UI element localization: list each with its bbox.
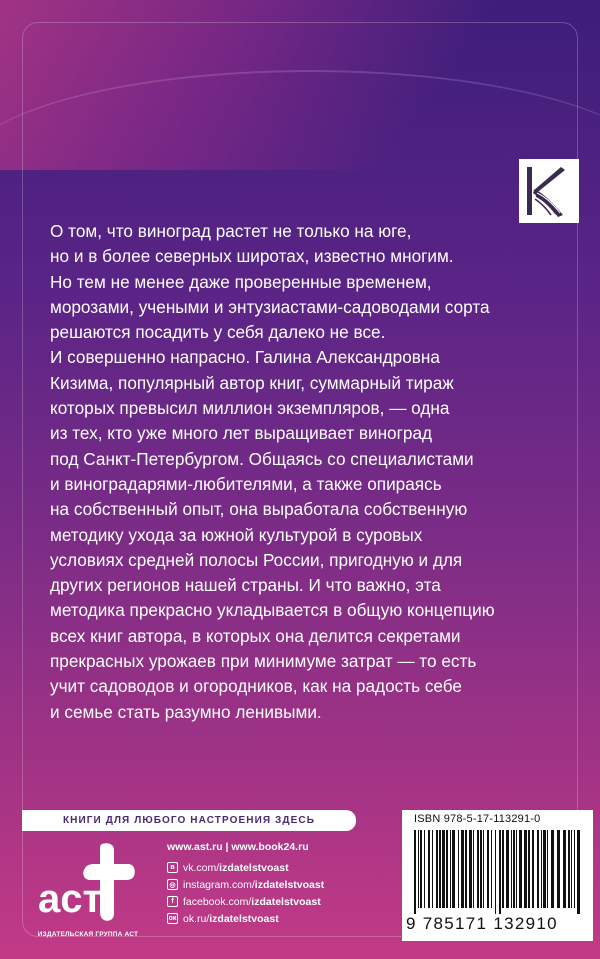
barcode-bar <box>487 830 489 908</box>
barcode-bar <box>502 830 504 908</box>
social-link-domain: ok.ru/ <box>183 912 210 925</box>
barcode-bar <box>442 830 445 908</box>
barcode-bar <box>436 830 438 908</box>
social-link-handle: izdatelstvoast <box>251 895 321 908</box>
annotation-line: учит садоводов и огородников, как на радость себе <box>50 676 462 697</box>
barcode-bar <box>547 830 548 908</box>
barcode-bar <box>537 830 539 908</box>
barcode-bar <box>420 830 422 908</box>
social-link-domain: instagram.com/ <box>183 878 255 891</box>
vk-icon: в <box>167 862 178 873</box>
barcode-bar <box>439 830 441 908</box>
social-link[interactable] <box>167 910 387 927</box>
social-link-handle: izdatelstvoast <box>254 878 325 891</box>
facebook-icon: f <box>167 896 178 907</box>
barcode-bar <box>461 830 464 908</box>
barcode-bar <box>495 830 496 914</box>
barcode-bar <box>577 830 580 914</box>
barcode-bar <box>516 830 517 908</box>
barcode-bar <box>519 830 522 908</box>
social-links <box>167 859 387 927</box>
barcode-bar <box>450 830 451 908</box>
annotation-line: из тех, кто уже много лет выращивает виноград <box>50 423 433 444</box>
annotation-line: Но тем не менее даже проверенные временем, <box>50 271 432 292</box>
barcode-bar <box>491 830 492 908</box>
ast-publisher-logo <box>30 838 145 934</box>
barcode-bar <box>446 830 448 908</box>
social-link-handle: izdatelstvoast <box>209 912 279 925</box>
social-link[interactable] <box>167 876 387 893</box>
barcode-bar <box>557 830 560 908</box>
barcode-bar <box>452 830 455 908</box>
tagline-banner: КНИГИ ДЛЯ ЛЮБОГО НАСТРОЕНИЯ ЗДЕСЬ <box>22 810 356 831</box>
annotation-line: О том, что виноград растет не только на юге, <box>50 221 412 241</box>
barcode-bar <box>563 830 566 908</box>
annotation-line: на собственный опыт, она выработала собственную <box>50 499 468 520</box>
annotation-line: которых превысил миллион экземпляров, — одна <box>50 398 450 419</box>
barcode-bar <box>574 830 575 908</box>
barcode-bar <box>473 830 474 908</box>
barcode-bar <box>532 830 534 908</box>
isbn-barcode-block <box>402 810 593 941</box>
ast-logo-text: аст <box>38 877 103 921</box>
barcode-bar <box>414 830 416 914</box>
social-link-domain: vk.com/ <box>183 861 220 874</box>
annotation-line: других регионов нашей страны. И что важно, эта <box>50 575 441 596</box>
barcode-bar <box>432 830 433 908</box>
barcode-bar <box>428 830 430 908</box>
annotation-line: под Санкт-Петербургом. Общаясь со специалистами <box>50 448 474 469</box>
social-link-handle: izdatelstvoast <box>219 861 289 874</box>
barcode <box>414 830 582 914</box>
barcode-bar <box>469 830 472 908</box>
annotation-line: всех книг автора, в которых она делится секретами <box>50 625 461 646</box>
social-link[interactable] <box>167 859 387 876</box>
barcode-bar <box>541 830 542 908</box>
annotation-line: методика прекрасно укладывается в общую концепцию <box>50 600 495 621</box>
barcode-bar <box>506 830 509 908</box>
annotation-line: и семье стать разумно ленивыми. <box>50 701 322 722</box>
annotation-line: И совершенно напрасно. Галина Александровна <box>50 347 440 368</box>
annotation-line: Кизима, популярный автор книг, суммарный тираж <box>50 372 454 393</box>
barcode-bar <box>424 830 425 908</box>
publisher-caption: ИЗДАТЕЛЬСКАЯ ГРУППА АСТ <box>37 931 139 938</box>
instagram-icon: ◎ <box>167 879 178 890</box>
barcode-bar <box>571 830 572 908</box>
social-link-domain: facebook.com/ <box>183 895 252 908</box>
barcode-bar <box>480 830 482 908</box>
barcode-bar <box>483 830 484 908</box>
annotation-line: условиях средней полосы России, пригодную и для <box>50 549 463 570</box>
annotation-line: решаются посадить у себя далеко не все. <box>50 322 386 343</box>
annotation-line: методику ухода за южной культурой в суровых <box>50 524 423 545</box>
barcode-bar <box>458 830 459 908</box>
barcode-bar <box>568 830 570 908</box>
barcode-bar <box>551 830 554 908</box>
barcode-bar <box>499 830 501 914</box>
barcode-digits: 9 785171 132910 <box>406 914 558 933</box>
annotation-line: и виноградарями-любителями, а также опираясь <box>50 473 442 494</box>
barcode-bar <box>528 830 530 908</box>
barcode-bar <box>513 830 515 908</box>
book-annotation <box>50 219 550 725</box>
social-link[interactable] <box>167 893 387 910</box>
book-k-logo-icon <box>519 159 579 223</box>
isbn-label: ISBN 978-5-17-113291-0 <box>414 813 541 825</box>
publisher-websites[interactable]: www.ast.ru | www.book24.ru <box>167 841 309 853</box>
annotation-line: прекрасных урожаев при минимуме затрат — то есть <box>50 651 477 672</box>
barcode-bar <box>524 830 527 908</box>
barcode-bar <box>465 830 467 908</box>
barcode-bar <box>511 830 512 908</box>
odnoklassniki-icon: ок <box>168 915 177 922</box>
barcode-bar <box>477 830 479 908</box>
barcode-bar <box>543 830 546 908</box>
barcode-bar <box>418 830 419 908</box>
annotation-line: морозами, учеными и энтузиастами-садоводами сорта <box>50 296 490 317</box>
annotation-line: но и в более северных широтах, известно многим. <box>50 246 454 267</box>
